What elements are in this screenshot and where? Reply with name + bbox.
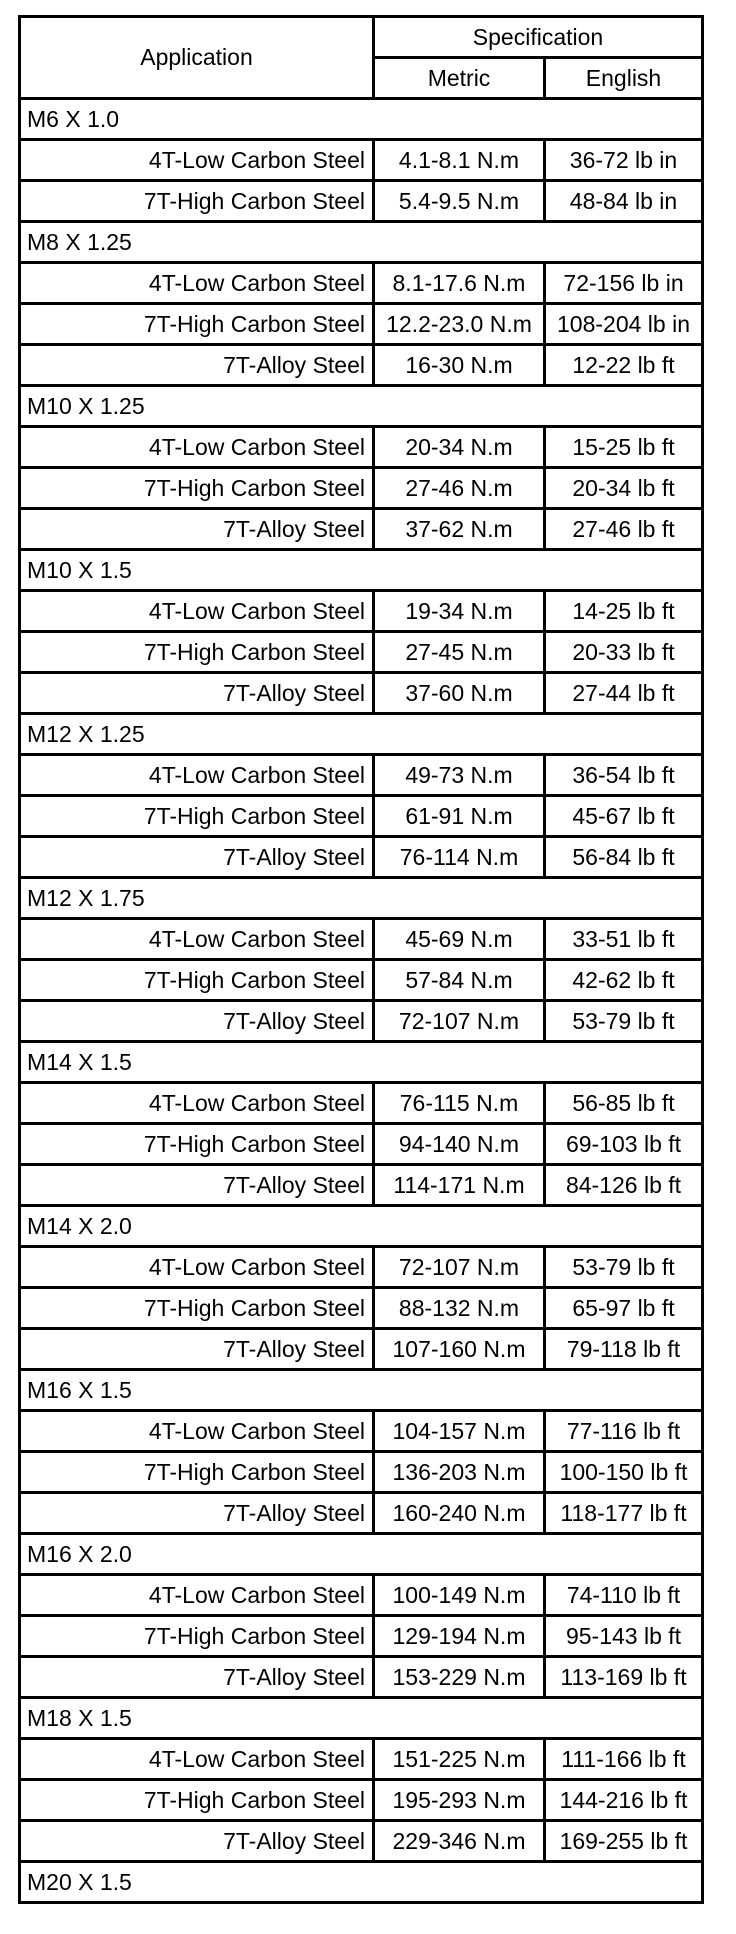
specification-header: Specification xyxy=(374,17,703,58)
table-row xyxy=(20,1165,703,1206)
english-cell: 108-204 lb in xyxy=(545,304,703,345)
english-cell: 111-166 lb ft xyxy=(545,1739,703,1780)
application-cell: 7T-Alloy Steel xyxy=(20,1821,374,1862)
size-group-row xyxy=(20,714,703,755)
application-cell: 4T-Low Carbon Steel xyxy=(20,140,374,181)
metric-header: Metric xyxy=(374,58,545,99)
table-row xyxy=(20,1821,703,1862)
application-cell: 7T-Alloy Steel xyxy=(20,1001,374,1042)
application-cell: 7T-High Carbon Steel xyxy=(20,1452,374,1493)
metric-cell: 107-160 N.m xyxy=(374,1329,545,1370)
metric-cell: 27-45 N.m xyxy=(374,632,545,673)
table-row xyxy=(20,755,703,796)
table-row xyxy=(20,837,703,878)
application-cell: 7T-High Carbon Steel xyxy=(20,1124,374,1165)
table-row xyxy=(20,960,703,1001)
thread-size-label: M16 X 2.0 xyxy=(20,1534,703,1575)
metric-cell: 160-240 N.m xyxy=(374,1493,545,1534)
metric-cell: 20-34 N.m xyxy=(374,427,545,468)
table-row xyxy=(20,796,703,837)
application-cell: 4T-Low Carbon Steel xyxy=(20,1575,374,1616)
size-group-row xyxy=(20,1862,703,1903)
thread-size-label: M14 X 2.0 xyxy=(20,1206,703,1247)
application-cell: 7T-High Carbon Steel xyxy=(20,632,374,673)
application-cell: 7T-High Carbon Steel xyxy=(20,1288,374,1329)
english-cell: 72-156 lb in xyxy=(545,263,703,304)
metric-cell: 114-171 N.m xyxy=(374,1165,545,1206)
table-body xyxy=(20,99,703,1903)
application-cell: 7T-Alloy Steel xyxy=(20,1493,374,1534)
table-row xyxy=(20,1288,703,1329)
table-row xyxy=(20,919,703,960)
english-cell: 84-126 lb ft xyxy=(545,1165,703,1206)
table-row xyxy=(20,1657,703,1698)
metric-cell: 72-107 N.m xyxy=(374,1001,545,1042)
metric-cell: 151-225 N.m xyxy=(374,1739,545,1780)
thread-size-label: M8 X 1.25 xyxy=(20,222,703,263)
thread-size-label: M16 X 1.5 xyxy=(20,1370,703,1411)
table-row xyxy=(20,1083,703,1124)
english-cell: 77-116 lb ft xyxy=(545,1411,703,1452)
metric-cell: 61-91 N.m xyxy=(374,796,545,837)
thread-size-label: M12 X 1.25 xyxy=(20,714,703,755)
english-cell: 15-25 lb ft xyxy=(545,427,703,468)
english-cell: 12-22 lb ft xyxy=(545,345,703,386)
application-cell: 4T-Low Carbon Steel xyxy=(20,1247,374,1288)
application-cell: 7T-Alloy Steel xyxy=(20,345,374,386)
application-cell: 7T-High Carbon Steel xyxy=(20,1780,374,1821)
metric-cell: 19-34 N.m xyxy=(374,591,545,632)
table-row xyxy=(20,1616,703,1657)
torque-spec-table xyxy=(18,15,704,1904)
application-cell: 4T-Low Carbon Steel xyxy=(20,755,374,796)
thread-size-label: M10 X 1.25 xyxy=(20,386,703,427)
thread-size-label: M12 X 1.75 xyxy=(20,878,703,919)
application-cell: 7T-High Carbon Steel xyxy=(20,468,374,509)
application-cell: 7T-Alloy Steel xyxy=(20,1329,374,1370)
size-group-row xyxy=(20,99,703,140)
size-group-row xyxy=(20,550,703,591)
size-group-row xyxy=(20,1534,703,1575)
application-cell: 4T-Low Carbon Steel xyxy=(20,263,374,304)
metric-cell: 104-157 N.m xyxy=(374,1411,545,1452)
metric-cell: 153-229 N.m xyxy=(374,1657,545,1698)
table-row xyxy=(20,1247,703,1288)
application-cell: 7T-Alloy Steel xyxy=(20,673,374,714)
english-cell: 33-51 lb ft xyxy=(545,919,703,960)
table-row xyxy=(20,181,703,222)
application-cell: 7T-Alloy Steel xyxy=(20,1657,374,1698)
table-row xyxy=(20,304,703,345)
size-group-row xyxy=(20,1206,703,1247)
thread-size-label: M18 X 1.5 xyxy=(20,1698,703,1739)
english-cell: 118-177 lb ft xyxy=(545,1493,703,1534)
application-cell: 7T-High Carbon Steel xyxy=(20,796,374,837)
application-header: Application xyxy=(20,17,374,99)
application-cell: 7T-High Carbon Steel xyxy=(20,960,374,1001)
english-cell: 100-150 lb ft xyxy=(545,1452,703,1493)
english-cell: 65-97 lb ft xyxy=(545,1288,703,1329)
thread-size-label: M10 X 1.5 xyxy=(20,550,703,591)
english-cell: 36-72 lb in xyxy=(545,140,703,181)
table-row xyxy=(20,591,703,632)
table-row xyxy=(20,1575,703,1616)
table-header xyxy=(20,17,703,99)
metric-cell: 94-140 N.m xyxy=(374,1124,545,1165)
metric-cell: 229-346 N.m xyxy=(374,1821,545,1862)
application-cell: 7T-Alloy Steel xyxy=(20,1165,374,1206)
application-cell: 7T-High Carbon Steel xyxy=(20,304,374,345)
metric-cell: 8.1-17.6 N.m xyxy=(374,263,545,304)
english-cell: 45-67 lb ft xyxy=(545,796,703,837)
thread-size-label: M14 X 1.5 xyxy=(20,1042,703,1083)
metric-cell: 45-69 N.m xyxy=(374,919,545,960)
metric-cell: 37-60 N.m xyxy=(374,673,545,714)
metric-cell: 27-46 N.m xyxy=(374,468,545,509)
thread-size-label: M20 X 1.5 xyxy=(20,1862,703,1903)
table-row xyxy=(20,632,703,673)
size-group-row xyxy=(20,222,703,263)
english-cell: 53-79 lb ft xyxy=(545,1001,703,1042)
english-cell: 74-110 lb ft xyxy=(545,1575,703,1616)
application-cell: 7T-Alloy Steel xyxy=(20,837,374,878)
application-cell: 7T-High Carbon Steel xyxy=(20,1616,374,1657)
application-cell: 4T-Low Carbon Steel xyxy=(20,1083,374,1124)
size-group-row xyxy=(20,1370,703,1411)
english-cell: 20-33 lb ft xyxy=(545,632,703,673)
table-row xyxy=(20,468,703,509)
table-row xyxy=(20,345,703,386)
english-cell: 27-44 lb ft xyxy=(545,673,703,714)
table-row xyxy=(20,1124,703,1165)
english-header: English xyxy=(545,58,703,99)
metric-cell: 129-194 N.m xyxy=(374,1616,545,1657)
size-group-row xyxy=(20,878,703,919)
metric-cell: 100-149 N.m xyxy=(374,1575,545,1616)
table-row xyxy=(20,263,703,304)
metric-cell: 49-73 N.m xyxy=(374,755,545,796)
english-cell: 169-255 lb ft xyxy=(545,1821,703,1862)
application-cell: 4T-Low Carbon Steel xyxy=(20,427,374,468)
english-cell: 144-216 lb ft xyxy=(545,1780,703,1821)
metric-cell: 76-114 N.m xyxy=(374,837,545,878)
application-cell: 4T-Low Carbon Steel xyxy=(20,919,374,960)
metric-cell: 195-293 N.m xyxy=(374,1780,545,1821)
metric-cell: 72-107 N.m xyxy=(374,1247,545,1288)
english-cell: 95-143 lb ft xyxy=(545,1616,703,1657)
metric-cell: 136-203 N.m xyxy=(374,1452,545,1493)
size-group-row xyxy=(20,1042,703,1083)
thread-size-label: M6 X 1.0 xyxy=(20,99,703,140)
size-group-row xyxy=(20,386,703,427)
table-row xyxy=(20,1452,703,1493)
table-row xyxy=(20,140,703,181)
table-row xyxy=(20,1493,703,1534)
table-row xyxy=(20,1001,703,1042)
english-cell: 113-169 lb ft xyxy=(545,1657,703,1698)
table-row xyxy=(20,673,703,714)
metric-cell: 4.1-8.1 N.m xyxy=(374,140,545,181)
english-cell: 53-79 lb ft xyxy=(545,1247,703,1288)
table-row xyxy=(20,1411,703,1452)
english-cell: 27-46 lb ft xyxy=(545,509,703,550)
english-cell: 56-84 lb ft xyxy=(545,837,703,878)
application-cell: 7T-High Carbon Steel xyxy=(20,181,374,222)
english-cell: 69-103 lb ft xyxy=(545,1124,703,1165)
english-cell: 56-85 lb ft xyxy=(545,1083,703,1124)
table-row xyxy=(20,1739,703,1780)
metric-cell: 88-132 N.m xyxy=(374,1288,545,1329)
metric-cell: 57-84 N.m xyxy=(374,960,545,1001)
english-cell: 36-54 lb ft xyxy=(545,755,703,796)
metric-cell: 37-62 N.m xyxy=(374,509,545,550)
size-group-row xyxy=(20,1698,703,1739)
english-cell: 42-62 lb ft xyxy=(545,960,703,1001)
table-row xyxy=(20,509,703,550)
metric-cell: 5.4-9.5 N.m xyxy=(374,181,545,222)
metric-cell: 12.2-23.0 N.m xyxy=(374,304,545,345)
english-cell: 20-34 lb ft xyxy=(545,468,703,509)
english-cell: 14-25 lb ft xyxy=(545,591,703,632)
table-row xyxy=(20,1780,703,1821)
english-cell: 79-118 lb ft xyxy=(545,1329,703,1370)
application-cell: 4T-Low Carbon Steel xyxy=(20,1411,374,1452)
application-cell: 4T-Low Carbon Steel xyxy=(20,591,374,632)
application-cell: 4T-Low Carbon Steel xyxy=(20,1739,374,1780)
metric-cell: 76-115 N.m xyxy=(374,1083,545,1124)
english-cell: 48-84 lb in xyxy=(545,181,703,222)
table-row xyxy=(20,1329,703,1370)
table-row xyxy=(20,427,703,468)
application-cell: 7T-Alloy Steel xyxy=(20,509,374,550)
metric-cell: 16-30 N.m xyxy=(374,345,545,386)
